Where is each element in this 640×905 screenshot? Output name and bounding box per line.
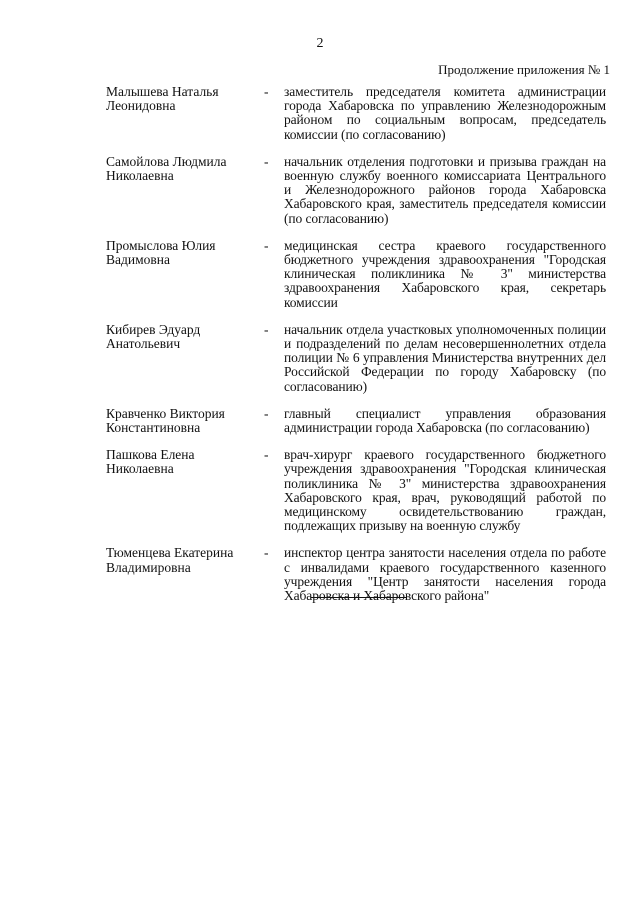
- appendix-continuation-note: Продолжение приложения № 1: [438, 62, 610, 77]
- member-name: [106, 323, 264, 351]
- member-patronymic: Леонидовна: [106, 98, 176, 114]
- dash-separator: -: [264, 545, 269, 561]
- member-patronymic: Вадимовна: [106, 252, 170, 268]
- dash-separator: -: [264, 237, 269, 253]
- member-role: начальник отделения подготовки и призыва граждан на военную службу военного комиссариата Центрального и Железнодорожного районов города Хабаровска Хабаровского края, заместитель председателя комиссии (по согласованию): [284, 153, 606, 226]
- member-surname-first-name: Кравченко Виктория: [106, 405, 225, 421]
- member-surname-first-name: Промыслова Юлия: [106, 237, 216, 253]
- member-role: заместитель председателя комитета администрации города Хабаровска по управлению Железнодорожным районом по социальным вопросам, председатель комиссии (по согласованию): [284, 84, 606, 142]
- closing-divider-line: [311, 597, 407, 598]
- member-patronymic: Николаевна: [106, 461, 174, 477]
- dash-separator: -: [264, 447, 269, 463]
- member-patronymic: Анатольевич: [106, 336, 181, 352]
- dash-separator: -: [264, 84, 269, 99]
- dash-separator: -: [264, 153, 269, 169]
- member-entry: [106, 448, 606, 533]
- member-name: [106, 407, 264, 435]
- member-entry: [106, 323, 606, 394]
- member-surname-first-name: Малышева Наталья: [106, 84, 219, 99]
- page-number: 2: [316, 36, 324, 51]
- member-patronymic: Константиновна: [106, 420, 201, 436]
- member-name: [106, 155, 264, 183]
- member-role: главный специалист управления образования администрации города Хабаровска (по согласованию): [284, 405, 606, 436]
- dash-separator: -: [264, 321, 269, 337]
- member-role: медицинская сестра краевого государственного бюджетного учреждения здравоохранения "Городская клиническая поликлиника № 3" министерства здравоохранения Хабаровского края, секретарь комиссии: [284, 237, 606, 310]
- member-surname-first-name: Самойлова Людмила: [106, 153, 227, 169]
- member-surname-first-name: Кибирев Эдуард: [106, 321, 201, 337]
- member-role: инспектор центра занятости населения отдела по работе с инвалидами краевого государственного казенного учреждения "Центр занятости населения города Хабаровска и Хабаровского района": [284, 545, 606, 604]
- member-role: врач-хирург краевого государственного бюджетного учреждения здравоохранения "Городская клиническая поликлиника № 3" министерства здравоохранения Хабаровского края, врач, руководящий работой по медицинскому освидетельствованию граждан, подлежащих призыву на военную службу: [284, 447, 606, 534]
- member-surname-first-name: Тюменцева Екатерина: [106, 545, 234, 561]
- member-entry: [106, 239, 606, 310]
- member-name: [106, 239, 264, 267]
- member-entry: [106, 85, 606, 142]
- member-name: [106, 546, 264, 574]
- member-entry: [106, 407, 606, 435]
- member-entry: [106, 155, 606, 226]
- member-name: [106, 85, 264, 113]
- member-surname-first-name: Пашкова Елена: [106, 447, 195, 463]
- commission-member-list: [106, 85, 606, 616]
- member-entry: [106, 546, 606, 603]
- member-patronymic: Владимировна: [106, 559, 191, 575]
- member-patronymic: Николаевна: [106, 168, 174, 184]
- dash-separator: -: [264, 405, 269, 421]
- member-role: начальник отдела участковых уполномоченных полиции и подразделений по делам несовершеннолетних отдела полиции № 6 управления Министерства внутренних дел Российской Федерации по городу Хабаровску (по согласованию): [284, 321, 606, 394]
- member-name: [106, 448, 264, 476]
